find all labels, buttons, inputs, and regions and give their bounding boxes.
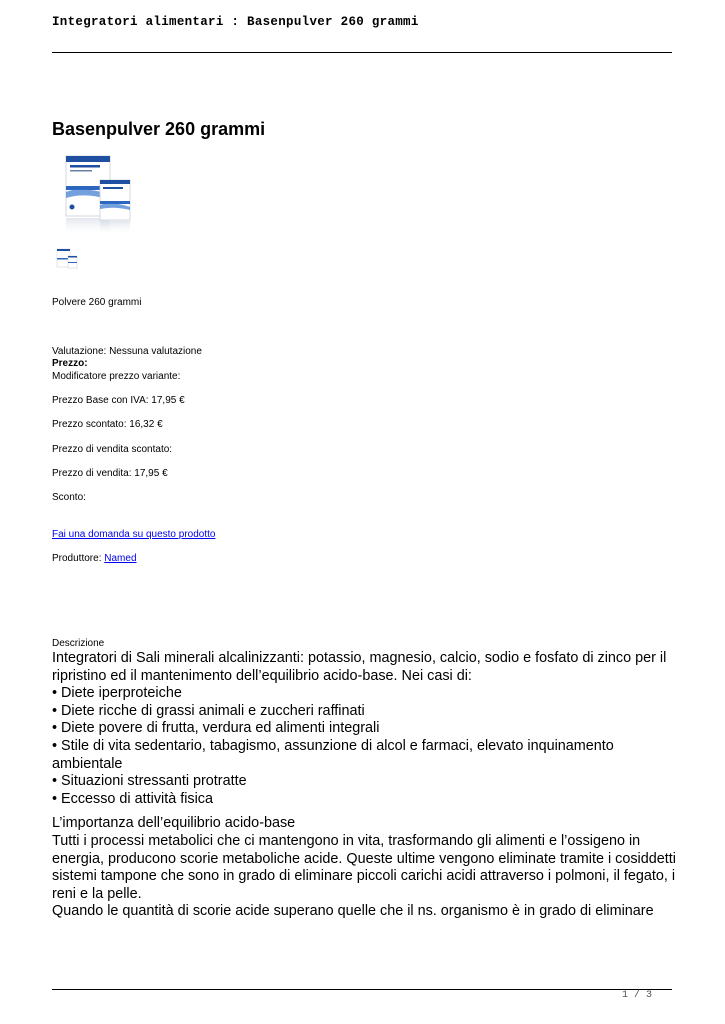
section-paragraph: Quando le quantità di scorie acide superano quelle che il ns. organismo è in grado di eliminare xyxy=(52,903,654,920)
manufacturer xyxy=(52,553,137,566)
discounted-sale-price: Prezzo di vendita scontato: xyxy=(52,444,173,455)
footer-divider xyxy=(52,989,672,990)
description-intro: Integratori di Sali minerali alcalinizzanti: potassio, magnesio, calcio, sodio e fosfato di zinco per il ripristino ed il mantenimento dell’equilibrio acido-base. Nei casi di: xyxy=(52,650,667,684)
description-bullet: • Diete ricche di grassi animali e zuccheri raffinati xyxy=(52,702,365,719)
description-bullet: • Stile di vita sedentario, tabagismo, assunzione di alcol e farmaci, elevato inquinamento ambientale xyxy=(52,737,614,772)
header-divider xyxy=(52,52,672,53)
section-title: L’importanza dell’equilibrio acido-base xyxy=(52,815,296,832)
product-short-description: Polvere 260 grammi xyxy=(52,297,142,308)
discounted-price: Prezzo scontato: 16,32 € xyxy=(52,419,163,430)
description-label: Descrizione xyxy=(52,638,105,649)
base-price: Prezzo Base con IVA: 17,95 € xyxy=(52,395,185,406)
description-bullet: • Diete povere di frutta, verdura ed alimenti integrali xyxy=(52,720,380,737)
sale-price: Prezzo di vendita: 17,95 € xyxy=(52,468,168,479)
product-title: Basenpulver 260 grammi xyxy=(52,119,266,139)
price-heading: Prezzo: xyxy=(52,358,88,369)
manufacturer-link[interactable]: Named xyxy=(104,553,137,564)
variant-modifier: Modificatore prezzo variante: xyxy=(52,371,181,382)
page-number: 1 / 3 xyxy=(622,990,653,1001)
page-header-title: Integratori alimentari : Basenpulver 260 grammi xyxy=(52,15,419,29)
ask-question-link[interactable]: Fai una domanda su questo prodotto xyxy=(52,529,216,540)
discount: Sconto: xyxy=(52,492,86,503)
description-bullet: • Diete iperproteiche xyxy=(52,685,182,702)
rating: Valutazione: Nessuna valutazione xyxy=(52,346,202,357)
description-bullet: • Eccesso di attività fisica xyxy=(52,790,213,807)
manufacturer-label: Produttore: xyxy=(52,553,102,564)
section-paragraph: Tutti i processi metabolici che ci mantengono in vita, trasformando gli alimenti e l’ossigeno in energia, producono scorie metaboliche acide. Queste ultime vengono eliminate tramite i cosiddetti sistemi tampone che sono in grado di eliminare piccoli carichi acidi attraverso i polmoni, il fegato, i reni e la pelle. xyxy=(52,832,676,902)
product-thumbnail[interactable] xyxy=(55,247,79,275)
description-body xyxy=(52,650,677,921)
product-image[interactable] xyxy=(56,152,136,244)
description-bullet: • Situazioni stressanti protratte xyxy=(52,773,247,790)
